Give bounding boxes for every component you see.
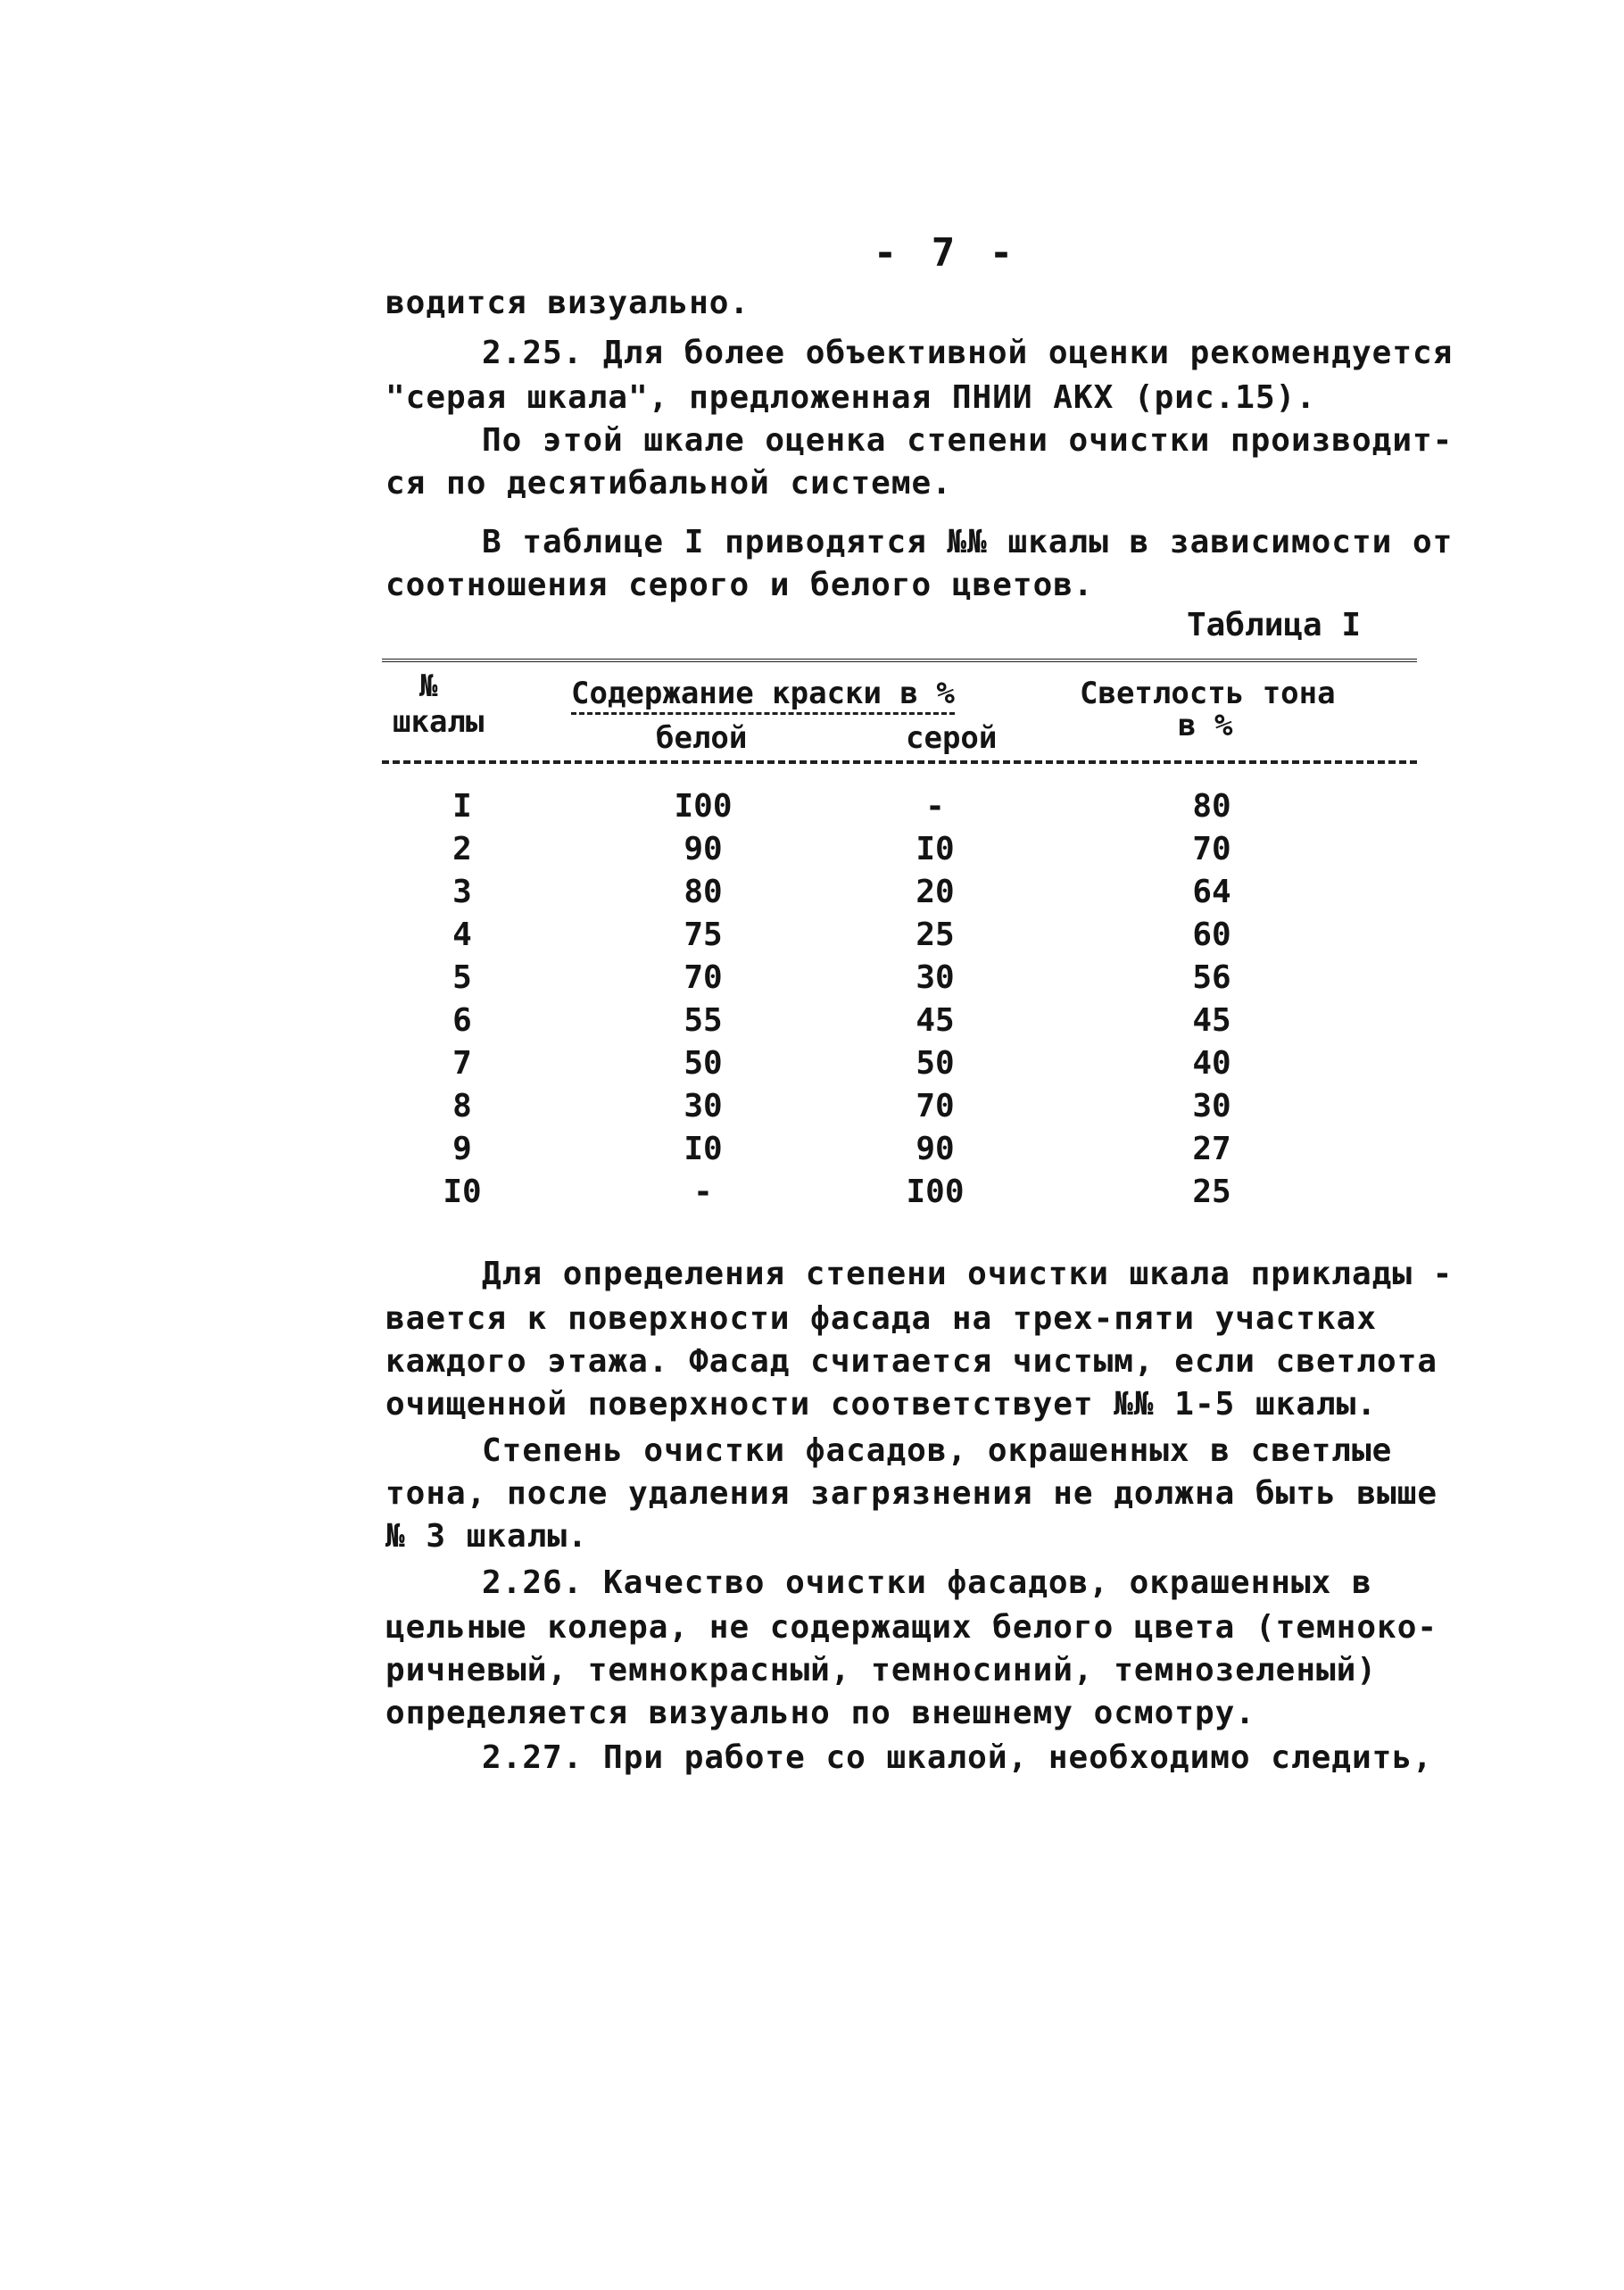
cell-white: - [693, 1174, 713, 1210]
text-line: 2.25. Для более объективной оценки рекомендуется [482, 335, 1454, 371]
cell-lightness: 27 [1192, 1131, 1231, 1167]
text-line: "серая шкала", предложенная ПНИИ АКХ (рис.15). [385, 379, 1316, 416]
cell-scale-num: 6 [452, 1002, 472, 1039]
text-line: 2.27. При работе со шкалой, необходимо следить, [482, 1739, 1433, 1776]
text-line: Для определения степени очистки шкала приклады - [482, 1256, 1454, 1292]
text-line: В таблице I приводятся №№ шкалы в зависимости от [482, 524, 1454, 560]
cell-scale-num: 9 [452, 1131, 472, 1167]
table-row [382, 914, 1417, 957]
text-line: Степень очистки фасадов, окрашенных в светлые [482, 1432, 1393, 1469]
cell-gray: - [925, 788, 945, 825]
cell-scale-num: 7 [452, 1045, 472, 1082]
cell-scale-num: 5 [452, 959, 472, 996]
table-row [382, 785, 1417, 828]
text-line: 2.26. Качество очистки фасадов, окрашенных в [482, 1564, 1372, 1601]
table-row [382, 828, 1417, 871]
cell-gray: 50 [916, 1045, 955, 1082]
cell-lightness: 40 [1192, 1045, 1231, 1082]
cell-white: 80 [684, 874, 723, 910]
table-row [382, 871, 1417, 914]
text-line: каждого этажа. Фасад считается чистым, если светлота [385, 1343, 1438, 1380]
cell-lightness: 80 [1192, 788, 1231, 825]
header-gray: серой [906, 720, 998, 756]
header-lightness-unit: в % [1178, 708, 1233, 743]
cell-white: 90 [684, 831, 723, 867]
cell-gray: I00 [906, 1174, 965, 1210]
cell-lightness: 30 [1192, 1088, 1231, 1124]
cell-scale-num: 3 [452, 874, 472, 910]
cell-white: 30 [684, 1088, 723, 1124]
cell-scale-num: I0 [443, 1174, 482, 1210]
cell-lightness: 64 [1192, 874, 1231, 910]
cell-lightness: 56 [1192, 959, 1231, 996]
cell-white: I0 [684, 1131, 723, 1167]
header-num-symbol: № [419, 668, 438, 704]
cell-white: 70 [684, 959, 723, 996]
text-line: тона, после удаления загрязнения не должна быть выше [385, 1475, 1438, 1512]
table-row [382, 1171, 1417, 1214]
cell-lightness: 45 [1192, 1002, 1231, 1039]
text-line: определяется визуально по внешнему осмотру. [385, 1695, 1255, 1731]
text-line: очищенной поверхности соответствует №№ 1-5 шкалы. [385, 1386, 1378, 1423]
table-row [382, 1042, 1417, 1085]
cell-lightness: 25 [1192, 1174, 1231, 1210]
cell-lightness: 60 [1192, 917, 1231, 953]
text-line: По этой шкале оценка степени очистки производит- [482, 422, 1454, 459]
cell-gray: 20 [916, 874, 955, 910]
text-line: № 3 шкалы. [385, 1518, 588, 1555]
table-top-rule [382, 659, 1417, 662]
cell-gray: 90 [916, 1131, 955, 1167]
text-line: соотношения серого и белого цветов. [385, 567, 1094, 603]
text-line: вается к поверхности фасада на трех-пяти участках [385, 1300, 1378, 1337]
cell-gray: 25 [916, 917, 955, 953]
table-row [382, 1000, 1417, 1042]
page-number: - 7 - [873, 230, 1019, 276]
text-line: ся по десятибальной системе. [385, 465, 952, 502]
cell-scale-num: I [452, 788, 472, 825]
cell-white: 75 [684, 917, 723, 953]
table-header-rule [382, 760, 1417, 764]
table-caption: Таблица I [1187, 607, 1362, 643]
cell-gray: 70 [916, 1088, 955, 1124]
cell-scale-num: 8 [452, 1088, 472, 1124]
header-num-label: шкалы [393, 704, 485, 740]
table-row [382, 1085, 1417, 1128]
header-lightness: Светлость тона [1080, 676, 1336, 711]
cell-gray: I0 [916, 831, 955, 867]
cell-gray: 30 [916, 959, 955, 996]
cell-scale-num: 4 [452, 917, 472, 953]
cell-lightness: 70 [1192, 831, 1231, 867]
text-line: ричневый, темнокрасный, темносиний, темнозеленый) [385, 1652, 1378, 1688]
header-paint-content: Содержание краски в % [571, 678, 955, 715]
cell-gray: 45 [916, 1002, 955, 1039]
table-row [382, 957, 1417, 1000]
text-line: цельные колера, не содержащих белого цвета (темноко- [385, 1609, 1438, 1646]
cell-white: I00 [674, 788, 733, 825]
table-body [382, 785, 1417, 1214]
text-line: водится визуально. [385, 285, 750, 321]
table-row [382, 1128, 1417, 1171]
header-white: белой [656, 720, 748, 756]
cell-white: 50 [684, 1045, 723, 1082]
cell-white: 55 [684, 1002, 723, 1039]
cell-scale-num: 2 [452, 831, 472, 867]
